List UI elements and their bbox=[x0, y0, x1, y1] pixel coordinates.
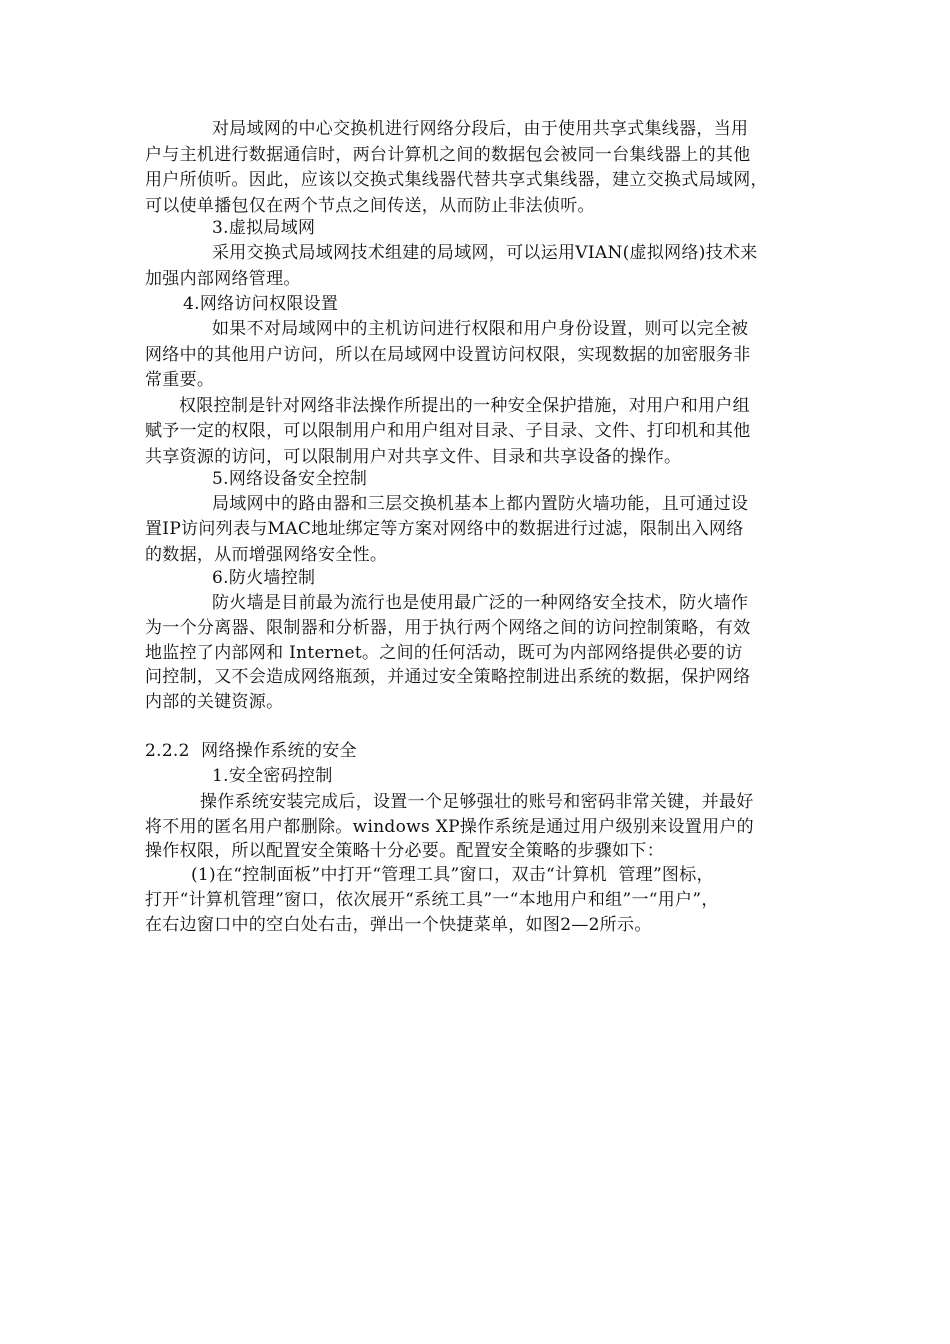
paragraph-line: 户与主机进行数据通信时，两台计算机之间的数据包会被同一台集线器上的其他 bbox=[145, 145, 751, 165]
paragraph-line: (1)在“控制面板”中打开“管理工具”窗口，双击“计算机 管理”图标， bbox=[191, 865, 714, 885]
paragraph-line: 操作系统安装完成后，设置一个足够强壮的账号和密码非常关键，并最好 bbox=[200, 792, 754, 812]
paragraph-line: 网络中的其他用户访问，所以在局域网中设置访问权限，实现数据的加密服务非 bbox=[145, 345, 751, 365]
paragraph-line: 操作权限，所以配置安全策略十分必要。配置安全策略的步骤如下： bbox=[145, 841, 664, 861]
paragraph-line: 打开“计算机管理”窗口，依次展开“系统工具”一“本地用户和组”一“用户”， bbox=[145, 890, 719, 910]
paragraph-line: 局域网中的路由器和三层交换机基本上都内置防火墙功能，且可通过设 bbox=[212, 494, 749, 514]
subsection-heading: 2.2.2 网络操作系统的安全 bbox=[145, 741, 357, 761]
paragraph-line: 对局域网的中心交换机进行网络分段后，由于使用共享式集线器，当用 bbox=[212, 119, 749, 139]
section-heading: 6.防火墙控制 bbox=[212, 568, 316, 588]
section-heading: 5.网络设备安全控制 bbox=[212, 469, 368, 489]
paragraph-line: 可以使单播包仅在两个节点之间传送，从而防止非法侦听。 bbox=[145, 196, 595, 216]
paragraph-line: 常重要。 bbox=[145, 370, 215, 390]
paragraph-line: 将不用的匿名用户都删除。windows XP操作系统是通过用户级别来设置用户的 bbox=[145, 817, 754, 837]
paragraph-line: 赋予一定的权限，可以限制用户和用户组对目录、子目录、文件、打印机和其他 bbox=[145, 421, 751, 441]
paragraph-line: 在右边窗口中的空白处右击，弹出一个快捷菜单，如图2—2所示。 bbox=[145, 915, 652, 935]
paragraph-line: 的数据，从而增强网络安全性。 bbox=[145, 545, 388, 565]
paragraph-line: 地监控了内部网和 Internet。之间的任何活动，既可为内部网络提供必要的访 bbox=[145, 643, 743, 663]
paragraph-line: 置IP访问列表与MAC地址绑定等方案对网络中的数据进行过滤，限制出入网络 bbox=[145, 519, 744, 539]
paragraph-line: 权限控制是针对网络非法操作所提出的一种安全保护措施，对用户和用户组 bbox=[179, 396, 750, 416]
paragraph-line: 内部的关键资源。 bbox=[145, 692, 284, 712]
section-heading: 1.安全密码控制 bbox=[212, 766, 333, 786]
paragraph-line: 问控制，又不会造成网络瓶颈，并通过安全策略控制进出系统的数据，保护网络 bbox=[145, 667, 751, 687]
paragraph-line: 用户所侦听。因此，应该以交换式集线器代替共享式集线器，建立交换式局域网， bbox=[145, 170, 768, 190]
paragraph-line: 共享资源的访问，可以限制用户对共享文件、目录和共享设备的操作。 bbox=[145, 447, 682, 467]
paragraph-line: 为一个分离器、限制器和分析器，用于执行两个网络之间的访问控制策略，有效 bbox=[145, 618, 751, 638]
paragraph-line: 加强内部网络管理。 bbox=[145, 269, 301, 289]
section-heading: 4.网络访问权限设置 bbox=[183, 294, 339, 314]
paragraph-line: 如果不对局域网中的主机访问进行权限和用户身份设置，则可以完全被 bbox=[212, 319, 749, 339]
section-heading: 3.虚拟局域网 bbox=[212, 218, 316, 238]
paragraph-line: 采用交换式局域网技术组建的局域网，可以运用VIAN(虚拟网络)技术来 bbox=[212, 243, 758, 263]
paragraph-line: 防火墙是目前最为流行也是使用最广泛的一种网络安全技术，防火墙作 bbox=[212, 593, 749, 613]
